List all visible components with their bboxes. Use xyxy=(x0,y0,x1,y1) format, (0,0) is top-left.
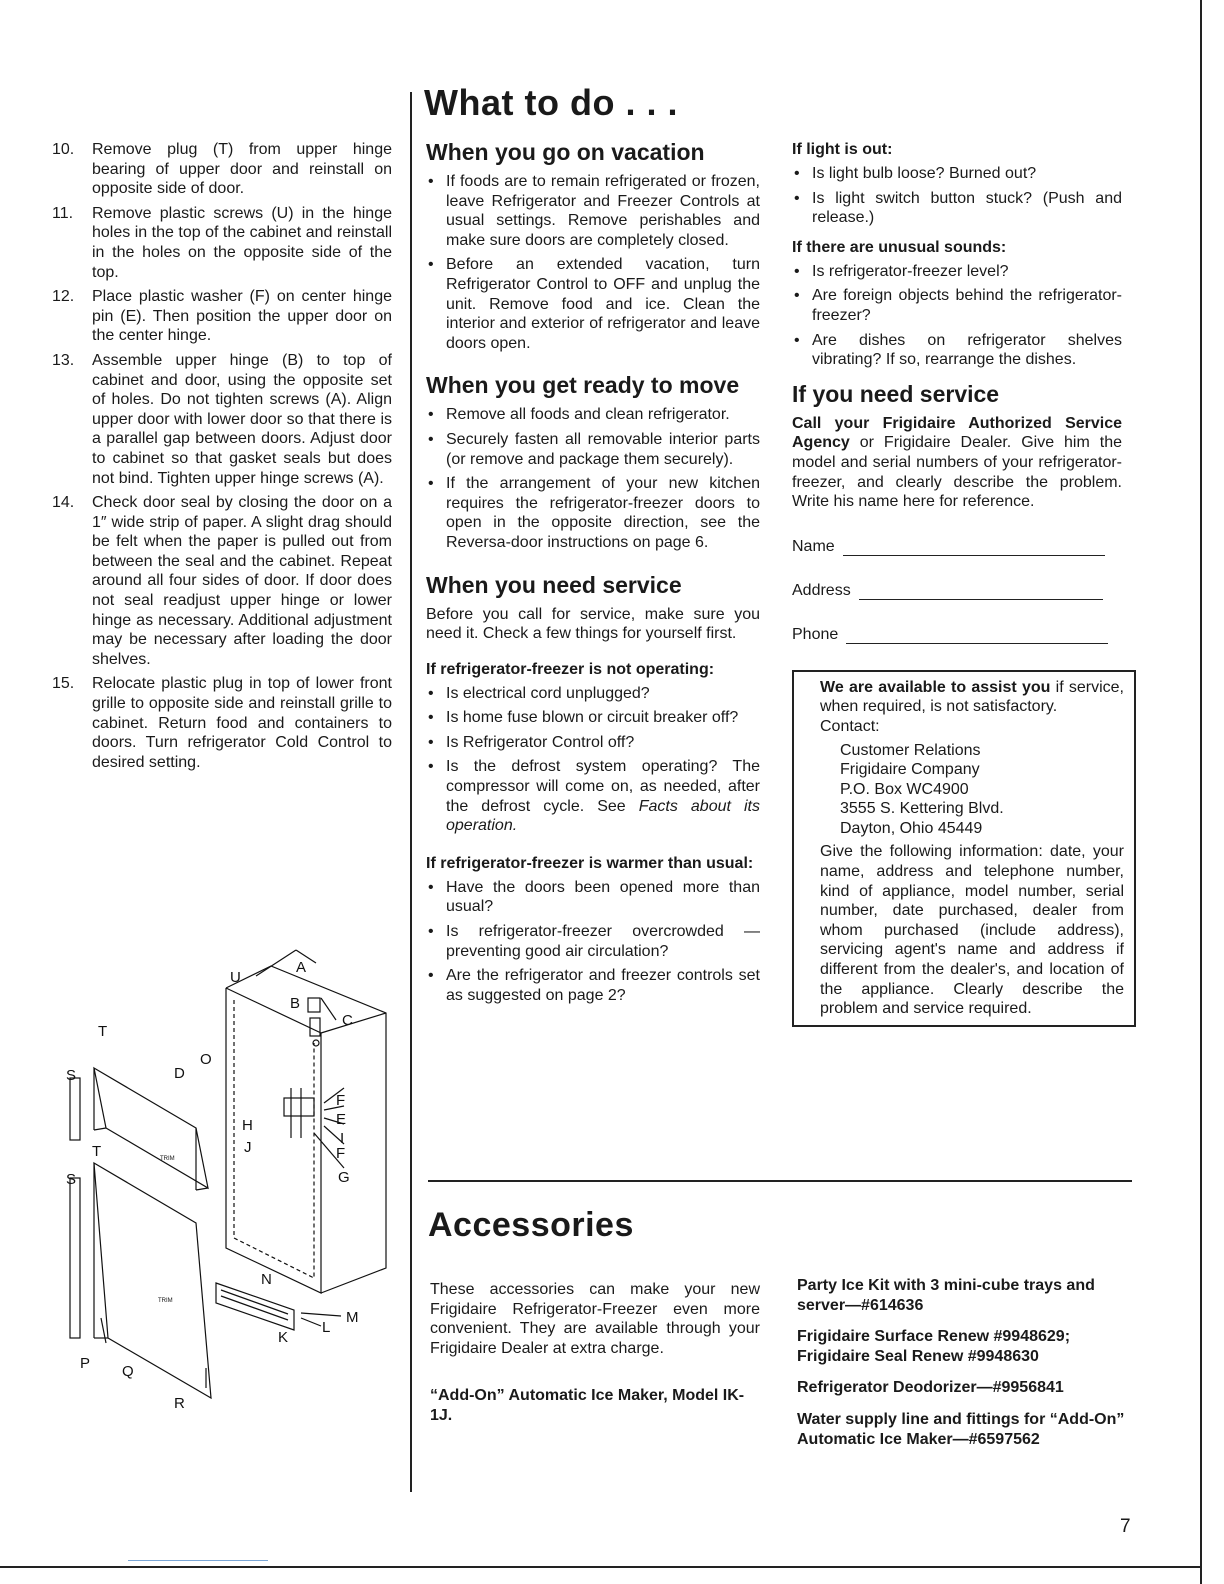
diagram-label: U xyxy=(230,969,241,986)
list-item: • If foods are to remain refrigerated or frozen, leave Refrigerator and Freezer Controls at usual settings. Remove perishables and make sure doors are completely closed. xyxy=(426,172,760,250)
service-heading: When you need service xyxy=(426,571,682,598)
page-border-right xyxy=(1200,0,1202,1584)
diagram-label: K xyxy=(278,1329,289,1346)
page-number: 7 xyxy=(1120,1516,1131,1537)
page-title: What to do . . . xyxy=(424,82,678,123)
accessories-title: Accessories xyxy=(428,1206,634,1244)
diagram-label: D xyxy=(174,1065,185,1082)
box-contact: Contact: xyxy=(820,717,880,735)
phone-field[interactable]: Phone xyxy=(792,626,1122,644)
page-border-bottom xyxy=(0,1566,1202,1568)
list-item: • Is Refrigerator Control off? xyxy=(426,733,760,753)
step-item: 10. Remove plug (T) from upper hinge bearing of upper door and reinstall on opposite side of door. xyxy=(52,141,392,198)
mailing-address: Customer Relations Frigidaire Company P.O. Box WC4900 3555 S. Kettering Blvd. Dayton, Ohio 45449 xyxy=(840,741,1004,837)
diagram-label: S xyxy=(66,1171,77,1188)
move-list xyxy=(426,405,760,552)
diagram-label: R xyxy=(174,1395,185,1412)
vacation-heading: When you go on vacation xyxy=(426,139,705,165)
step-item: 14. Check door seal by closing the door on a 1″ wide strip of paper. A slight drag should be felt when the paper is pulled out from between the seal and the cabinet. Repeat around all four sides of door. If door does not seal readjust upper hinge or lower hinge as necessary. Additional adjustment may be necessary after loading the door shelves. xyxy=(52,494,392,668)
diagram-label: C xyxy=(342,1012,353,1029)
list-item: • Is electrical cord unplugged? xyxy=(426,684,760,704)
diagram-label: F xyxy=(336,1145,346,1162)
need-service-text: Call your Frigidaire Authorized Service Agency or Frigidaire Dealer. Give him the model and serial numbers of your refrigerator-freezer, and clearly describe the problem. Write his name here for reference. xyxy=(792,414,1122,511)
trim-label: TRIM xyxy=(158,1298,173,1304)
accessories-left xyxy=(430,1280,760,1438)
right-column xyxy=(792,140,1122,1027)
box-info: Give the following information: date, your name, address and telephone number, kind of appliance, model number, serial number, date purchased, dealer from whom purchased (include address), servicing agent's name and address if different from the dealer's, and location of the appliance. Clearly describe the problem and service required. xyxy=(820,843,1124,1018)
need-service-heading: If you need service xyxy=(792,380,1000,407)
diagram-label: F xyxy=(336,1092,346,1109)
warmer-heading: If refrigerator-freezer is warmer than usual: xyxy=(426,854,754,872)
list-item: • Is the defrost system operating? The compressor will come on, as needed, after the defrost cycle. See Facts about its operation. xyxy=(426,757,760,835)
section-divider xyxy=(428,1180,1132,1182)
list-item: • Are foreign objects behind the refrigerator-freezer? xyxy=(792,286,1122,325)
box-intro: We are available to assist you if service, when required, is not satisfactory. xyxy=(820,678,1124,716)
diagram-label: E xyxy=(336,1111,347,1128)
accessory-item: Water supply line and fittings for “Add-On” Automatic Ice Maker—#6597562 xyxy=(797,1410,1125,1448)
bottom-rule xyxy=(128,1560,268,1561)
diagram-label: M xyxy=(346,1309,359,1326)
list-item: • Remove all foods and clean refrigerator. xyxy=(426,405,760,425)
diagram-label: B xyxy=(290,995,301,1012)
name-field[interactable]: Name xyxy=(792,538,1122,556)
diagram-label: S xyxy=(66,1067,77,1084)
list-item: • Are the refrigerator and freezer controls set as suggested on page 2? xyxy=(426,966,760,1005)
list-item: • Is light bulb loose? Burned out? xyxy=(792,164,1122,184)
refrigerator-exploded-diagram xyxy=(56,938,396,1418)
diagram-label: L xyxy=(322,1319,331,1336)
accessories-intro: These accessories can make your new Frigidaire Refrigerator-Freezer even more convenient. They are available through your Frigidaire Dealer at extra charge. xyxy=(430,1281,760,1357)
column-divider xyxy=(410,92,412,1492)
accessory-item: Frigidaire Surface Renew #9948629; Frigidaire Seal Renew #9948630 xyxy=(797,1328,1071,1365)
diagram-label: J xyxy=(244,1139,252,1156)
warmer-list xyxy=(426,878,760,1006)
step-item: 12. Place plastic washer (F) on center hinge pin (E). Then position the upper door on the center hinge. xyxy=(52,288,392,345)
diagram-label: I xyxy=(340,1130,345,1147)
list-item: • Is light switch button stuck? (Push and release.) xyxy=(792,189,1122,228)
step-item: 15. Relocate plastic plug in top of lower front grille to opposite side and reinstall grille to cabinet. Return food and containers to doors. Turn refrigerator Cold Control to desired setting. xyxy=(52,675,392,771)
accessory-item: Party Ice Kit with 3 mini-cube trays and server—#614636 xyxy=(797,1277,1095,1314)
diagram-label: O xyxy=(200,1051,212,1068)
address-field[interactable]: Address xyxy=(792,582,1122,600)
list-item: • Is refrigerator-freezer overcrowded — preventing good air circulation? xyxy=(426,922,760,961)
diagram-label: N xyxy=(261,1271,272,1288)
list-item: • Are dishes on refrigerator shelves vibrating? If so, rearrange the dishes. xyxy=(792,331,1122,370)
sounds-heading: If there are unusual sounds: xyxy=(792,238,1007,256)
list-item: • Securely fasten all removable interior parts (or remove and package them securely). xyxy=(426,430,760,469)
list-item: • Is refrigerator-freezer level? xyxy=(792,262,1122,282)
accessory-item: Refrigerator Deodorizer—#9956841 xyxy=(797,1379,1064,1397)
diagram-label: T xyxy=(98,1023,108,1040)
list-item: • Before an extended vacation, turn Refrigerator Control to OFF and unplug the unit. Remove food and ice. Clean the interior and exterior of refrigerator and leave doors open. xyxy=(426,255,760,353)
diagram-label: H xyxy=(242,1117,253,1134)
light-list xyxy=(792,164,1122,228)
step-item: 11. Remove plastic screws (U) in the hinge holes in the top of the cabinet and reinstall in the holes on the opposite side of the top. xyxy=(52,204,392,281)
accessory-item: “Add-On” Automatic Ice Maker, Model IK-1J. xyxy=(430,1387,745,1424)
middle-column xyxy=(426,138,760,1015)
diagram-label: A xyxy=(296,959,307,976)
vacation-list xyxy=(426,172,760,353)
reversal-steps xyxy=(52,140,392,777)
list-item: • Is home fuse blown or circuit breaker off? xyxy=(426,708,760,728)
diagram-label: T xyxy=(92,1143,102,1160)
diagram-label: P xyxy=(80,1355,91,1372)
service-intro: Before you call for service, make sure you need it. Check a few things for yourself first. xyxy=(426,605,760,643)
step-item: 13. Assemble upper hinge (B) to top of cabinet and door, using the opposite set of holes. Do not tighten screws (A). Align upper door with lower door so that there is a parallel gap between doors. Adjust door to cabinet so that gasket seals but does not bind. Tighten upper hinge screws (A). xyxy=(52,351,392,487)
diagram-label: G xyxy=(338,1169,350,1186)
diagram-label: Q xyxy=(122,1363,134,1380)
accessories-right xyxy=(797,1276,1132,1461)
sounds-list xyxy=(792,262,1122,370)
move-heading: When you get ready to move xyxy=(426,372,740,399)
steps-list xyxy=(52,140,392,772)
not-operating-heading: If refrigerator-freezer is not operating: xyxy=(426,660,715,678)
trim-label: TRIM xyxy=(160,1156,175,1162)
list-item: • If the arrangement of your new kitchen requires the refrigerator-freezer doors to open in the opposite direction, see the Reversa-door instructions on page 6. xyxy=(426,474,760,552)
light-heading: If light is out: xyxy=(792,141,893,158)
contact-box xyxy=(792,670,1136,1027)
not-operating-list xyxy=(426,684,760,836)
list-item: • Have the doors been opened more than usual? xyxy=(426,878,760,917)
